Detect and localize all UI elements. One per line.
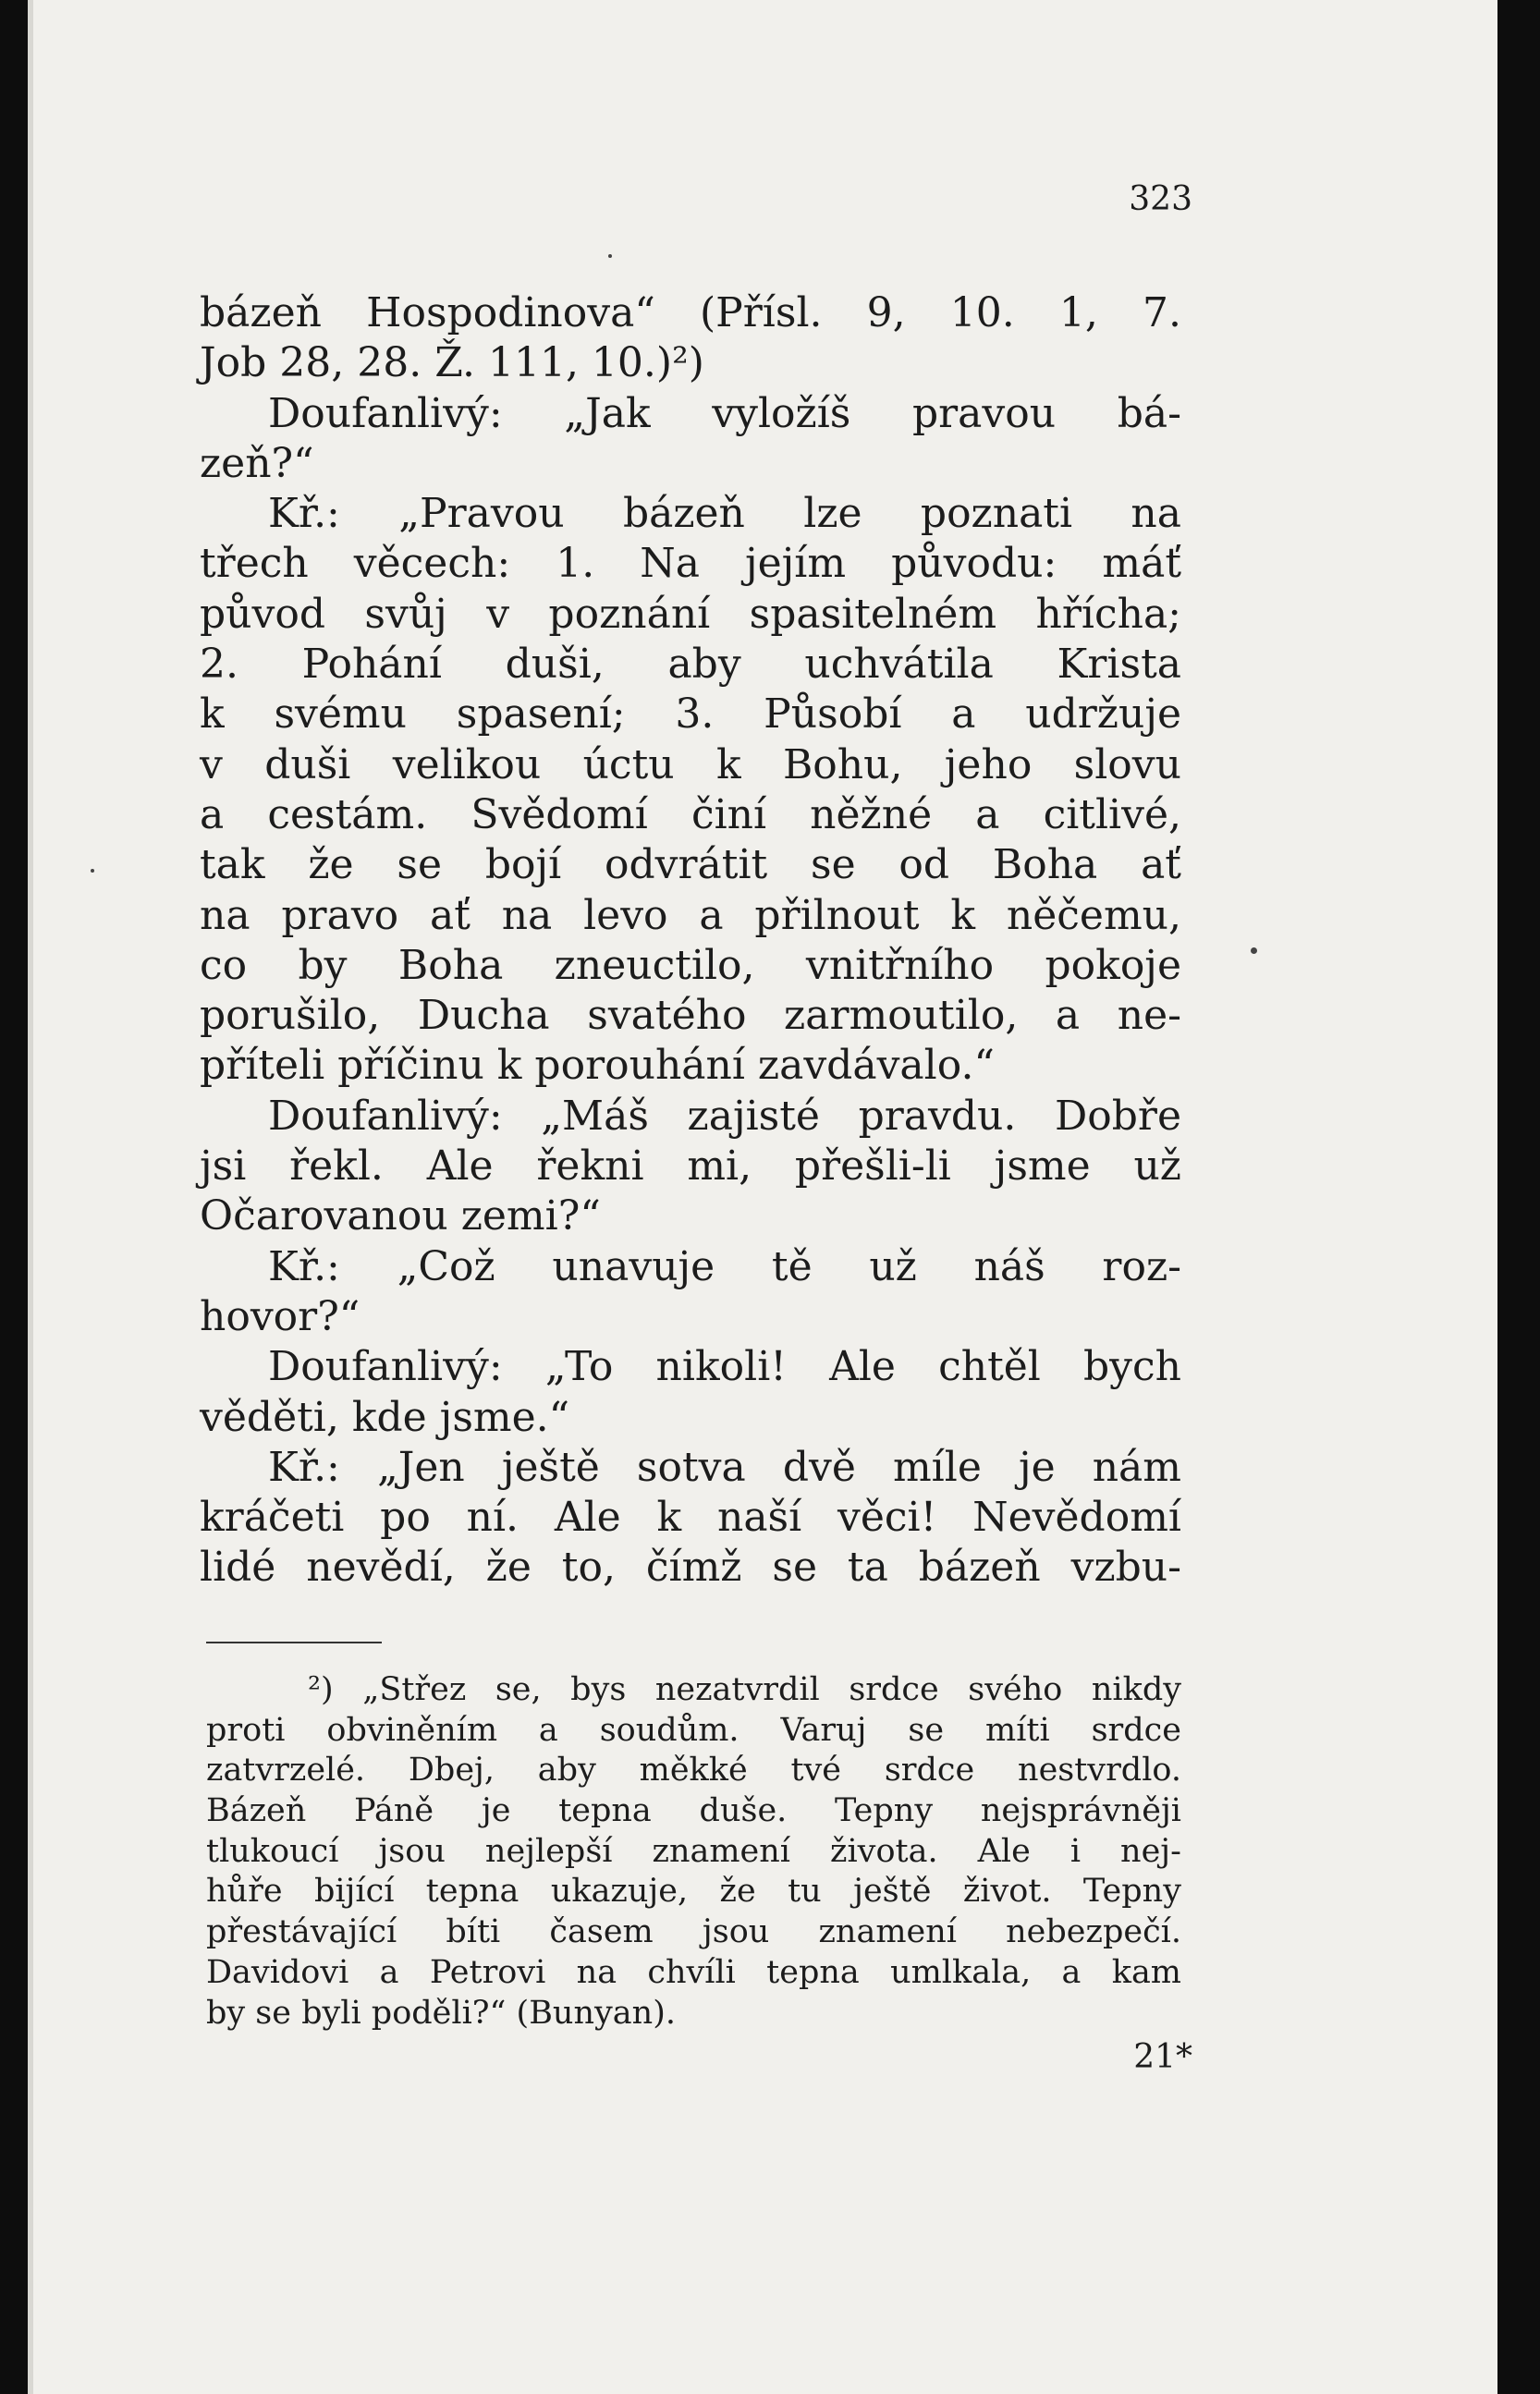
body-line: tak že se bojí odvrátit se od Boha ať	[200, 841, 1181, 889]
page-number: 323	[1129, 180, 1192, 218]
body-text	[200, 288, 1181, 1594]
footnote-line: by se byli poděli?“ (Bunyan).	[206, 1994, 676, 2032]
ink-speck	[1251, 947, 1257, 954]
body-line: Kř.: „Což unavuje tě už náš roz-	[268, 1242, 1181, 1290]
body-line: věděti, kde jsme.“	[200, 1393, 570, 1441]
body-line: v duši velikou úctu k Bohu, jeho slovu	[200, 740, 1181, 788]
footnote	[206, 1670, 1181, 2034]
footnote-line: Bázeň Páně je tepna duše. Tepny nejsprávněji	[206, 1792, 1181, 1830]
body-line: kráčeti po ní. Ale k naší věci! Nevědomí	[200, 1494, 1181, 1542]
ink-speck	[608, 254, 612, 258]
body-line: zeň?“	[200, 439, 314, 487]
body-line: příteli příčinu k porouhání zavdávalo.“	[200, 1042, 995, 1090]
footnote-line: přestávající bíti časem jsou znamení nebezpečí.	[206, 1913, 1181, 1951]
body-line: Kř.: „Pravou bázeň lze poznati na	[268, 490, 1181, 538]
body-line: bázeň Hospodinova“ (Přísl. 9, 10. 1, 7.	[200, 289, 1181, 336]
body-line: třech věcech: 1. Na jejím původu: máť	[200, 540, 1181, 588]
body-line: Doufanlivý: „To nikoli! Ale chtěl bych	[268, 1343, 1181, 1391]
footnote-line: hůře bijící tepna ukazuje, že tu ještě život. Tepny	[206, 1873, 1181, 1911]
body-line: jsi řekl. Ale řekni mi, přešli-li jsme už	[200, 1142, 1181, 1191]
body-line: na pravo ať na levo a přilnout k něčemu,	[200, 891, 1181, 939]
footnote-line: Davidovi a Petrovi na chvíli tepna umlkala, a kam	[206, 1953, 1181, 1991]
footnote-rule	[206, 1642, 382, 1643]
body-line: Doufanlivý: „Máš zajisté pravdu. Dobře	[268, 1092, 1181, 1140]
signature-mark: 21*	[1133, 2038, 1192, 2076]
footnote-line: proti obviněním a soudům. Varuj se míti srdce	[206, 1711, 1181, 1749]
ink-speck	[91, 869, 94, 873]
footnote-line: tlukoucí jsou nejlepší znamení života. Ale i nej-	[206, 1832, 1181, 1870]
body-line: 2. Pohání duši, aby uchvátila Krista	[200, 641, 1181, 689]
body-line: co by Boha zneuctilo, vnitřního pokoje	[200, 941, 1181, 989]
body-line: porušilo, Ducha svatého zarmoutilo, a ne-	[200, 992, 1181, 1040]
body-line: Kř.: „Jen ještě sotva dvě míle je nám	[268, 1443, 1181, 1491]
footnote-line: zatvrzelé. Dbej, aby měkké tvé srdce nestvrdlo.	[206, 1752, 1181, 1789]
body-line: původ svůj v poznání spasitelném hřícha;	[200, 590, 1181, 638]
body-line: Job 28, 28. Ž. 111, 10.)²)	[200, 339, 704, 387]
body-line: lidé nevědí, že to, čímž se ta bázeň vzbu-	[200, 1544, 1181, 1592]
scan-edge	[28, 0, 33, 2394]
footnote-line: ²) „Střez se, bys nezatvrdil srdce svého nikdy	[308, 1671, 1181, 1708]
body-line: a cestám. Svědomí činí něžné a citlivé,	[200, 790, 1181, 838]
body-line: Očarovanou zemi?“	[200, 1192, 601, 1240]
body-line: hovor?“	[200, 1292, 361, 1340]
body-line: Doufanlivý: „Jak vyložíš pravou bá-	[268, 389, 1181, 437]
body-line: k svému spasení; 3. Působí a udržuje	[200, 690, 1181, 739]
book-page	[28, 0, 1497, 2394]
